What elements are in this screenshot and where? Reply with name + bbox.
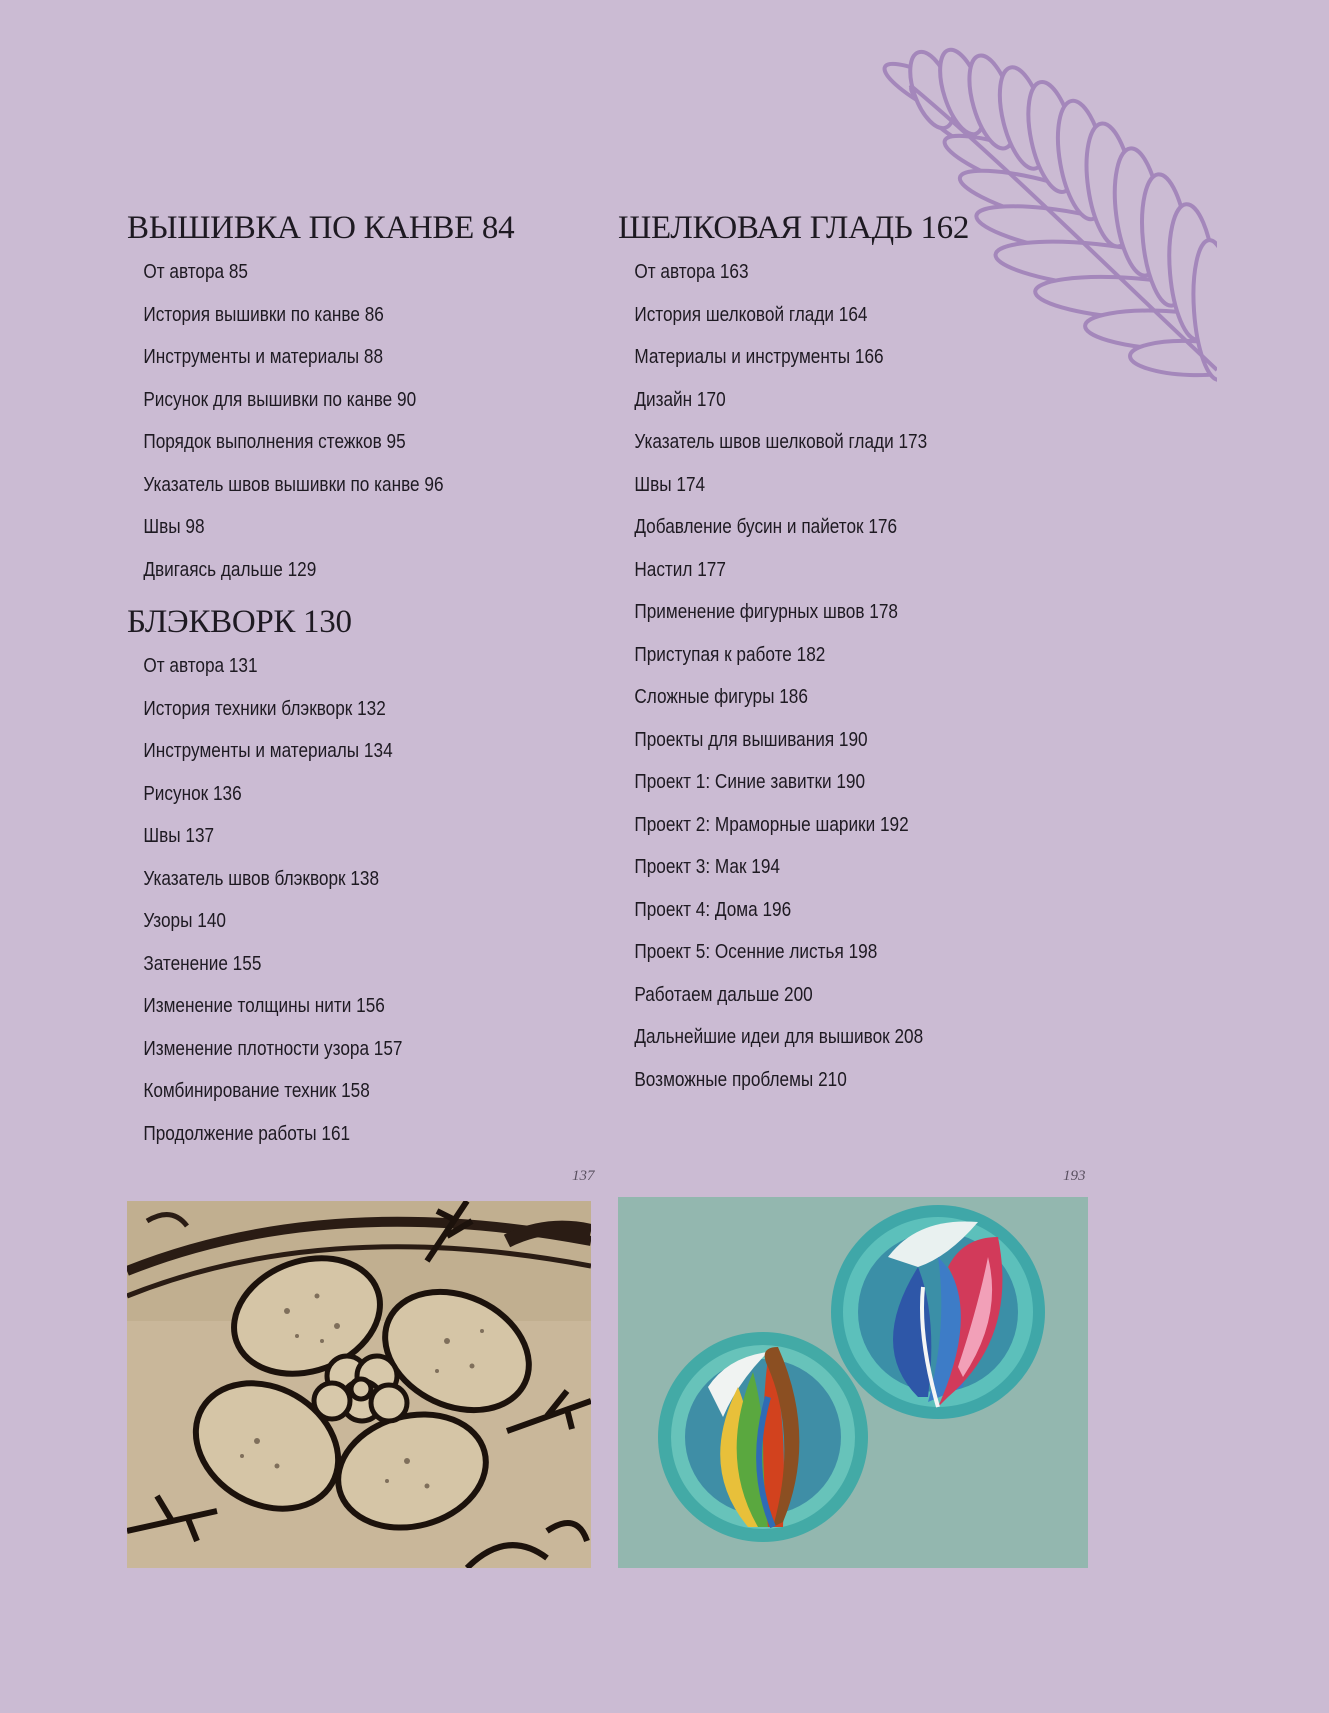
toc-entry[interactable]: Инструменты и материалы 88 xyxy=(143,346,384,368)
toc-entry[interactable]: Узоры 140 xyxy=(143,910,226,932)
toc-entry[interactable]: Применение фигурных швов 178 xyxy=(634,601,898,623)
toc-entry[interactable]: Приступая к работе 182 xyxy=(634,643,826,666)
toc-entry[interactable]: Проект 2: Мраморные шарики 192 xyxy=(634,813,909,836)
section-title-silk: ШЕЛКОВАЯ ГЛАДЬ 162 xyxy=(618,210,970,246)
toc-entry[interactable]: Комбинирование техник 158 xyxy=(143,1080,370,1102)
toc-entry[interactable]: Швы 174 xyxy=(634,473,706,496)
section-title-blackwork: БЛЭКВОРК 130 xyxy=(127,604,352,640)
toc-entry[interactable]: Продолжение работы 161 xyxy=(143,1122,351,1145)
section-items-silk xyxy=(618,251,1098,1101)
toc-entry[interactable]: Инструменты и материалы 134 xyxy=(143,740,393,762)
toc-entry[interactable]: История вышивки по канве 86 xyxy=(143,303,384,326)
toc-entry[interactable]: Указатель швов вышивки по канве 96 xyxy=(143,473,444,496)
toc-entry[interactable]: Рисунок 136 xyxy=(143,782,242,805)
toc-entry[interactable]: Возможные проблемы 210 xyxy=(634,1068,847,1091)
section-title-canvas: ВЫШИВКА ПО КАНВЕ 84 xyxy=(127,210,515,246)
toc-entry[interactable]: История шелковой глади 164 xyxy=(634,303,868,326)
toc-entry[interactable]: Сложные фигуры 186 xyxy=(634,686,808,708)
toc-entry[interactable]: Порядок выполнения стежков 95 xyxy=(143,431,406,453)
toc-entry[interactable]: Дизайн 170 xyxy=(634,388,726,411)
section-items-blackwork xyxy=(127,645,607,1155)
toc-entry[interactable]: История техники блэкворк 132 xyxy=(143,697,386,720)
section-items-canvas xyxy=(127,251,607,591)
toc-entry[interactable]: Изменение толщины нити 156 xyxy=(143,995,385,1017)
photo-page-number-right: 193 xyxy=(1063,1168,1086,1184)
toc-entry[interactable]: Рисунок для вышивки по канве 90 xyxy=(143,388,417,411)
toc-entry[interactable]: Материалы и инструменты 166 xyxy=(634,346,884,368)
toc-entry[interactable]: Швы 98 xyxy=(143,516,205,538)
toc-column-left xyxy=(127,205,607,1155)
silk-marbles-photo[interactable] xyxy=(618,1197,1088,1568)
toc-entry[interactable]: Проект 3: Мак 194 xyxy=(634,856,780,878)
toc-entry[interactable]: Добавление бусин и пайеток 176 xyxy=(634,516,898,538)
toc-entry[interactable]: Проект 4: Дома 196 xyxy=(634,898,792,921)
toc-entry[interactable]: Проект 5: Осенние листья 198 xyxy=(634,941,878,963)
toc-entry[interactable]: Изменение плотности узора 157 xyxy=(143,1037,403,1060)
toc-entry[interactable]: Затенение 155 xyxy=(143,952,262,975)
toc-entry[interactable]: От автора 163 xyxy=(634,261,749,283)
toc-column-right xyxy=(618,205,1098,1101)
toc-entry[interactable]: Проект 1: Синие завитки 190 xyxy=(634,771,866,793)
toc-entry[interactable]: От автора 85 xyxy=(143,261,249,283)
toc-entry[interactable]: От автора 131 xyxy=(143,655,258,677)
toc-entry[interactable]: Дальнейшие идеи для вышивок 208 xyxy=(634,1026,924,1048)
toc-entry[interactable]: Настил 177 xyxy=(634,558,726,581)
toc-entry[interactable]: Двигаясь дальше 129 xyxy=(143,558,317,581)
toc-entry[interactable]: Работаем дальше 200 xyxy=(634,983,813,1006)
toc-entry[interactable]: Указатель швов блэкворк 138 xyxy=(143,867,380,890)
blackwork-flower-photo[interactable] xyxy=(127,1201,591,1568)
toc-entry[interactable]: Проекты для вышивания 190 xyxy=(634,728,868,751)
toc-entry[interactable]: Указатель швов шелковой глади 173 xyxy=(634,431,928,453)
toc-entry[interactable]: Швы 137 xyxy=(143,825,215,847)
photo-page-number-left: 137 xyxy=(572,1168,595,1184)
